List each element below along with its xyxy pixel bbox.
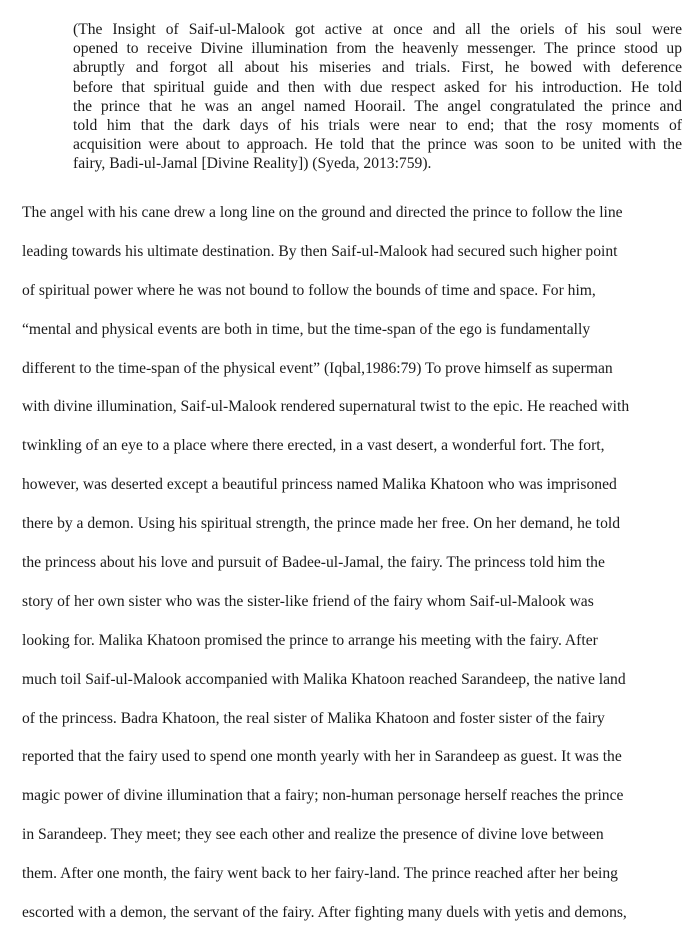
quote-line: before that spiritual guide and then with due respect asked for his introduction. He told: [73, 78, 682, 96]
body-line: in Sarandeep. They meet; they see each other and realize the presence of divine love between: [22, 826, 604, 844]
body-line: twinkling of an eye to a place where there erected, in a vast desert, a wonderful fort. The fort,: [22, 437, 605, 455]
body-line: with divine illumination, Saif-ul-Malook rendered supernatural twist to the epic. He reached with: [22, 398, 630, 416]
quote-line: (The Insight of Saif-ul-Malook got active at once and all the oriels of his soul were: [73, 21, 682, 38]
body-line: however, was deserted except a beautiful princess named Malika Khatoon who was imprisoned: [22, 476, 617, 494]
body-line: reported that the fairy used to spend one month yearly with her in Sarandeep as guest. It was the: [22, 748, 622, 766]
block-quote: [73, 20, 682, 174]
body-line: leading towards his ultimate destination. By then Saif-ul-Malook had secured such higher point: [22, 242, 618, 260]
body-paragraph: [22, 194, 684, 933]
body-line: magic power of divine illumination that a fairy; non-human personage herself reaches the prince: [22, 787, 624, 805]
body-line: them. After one month, the fairy went back to her fairy-land. The prince reached after her being: [22, 865, 618, 883]
body-line: story of her own sister who was the sister-like friend of the fairy whom Saif-ul-Malook was: [22, 592, 594, 610]
body-line: the princess about his love and pursuit of Badee-ul-Jamal, the fairy. The princess told him the: [22, 554, 605, 572]
quote-line: abruptly and forgot all about his miseries and trials. First, he bowed with deference: [73, 59, 682, 77]
body-line: there by a demon. Using his spiritual strength, the prince made her free. On her demand, he told: [22, 515, 621, 533]
quote-line: the prince that he was an angel named Hoorail. The angel congratulated the prince and: [73, 97, 682, 115]
quote-line: acquisition were about to approach. He told that the prince was soon to be united with the: [73, 136, 682, 154]
body-line: of spiritual power where he was not bound to follow the bounds of time and space. For him,: [22, 281, 596, 299]
quote-line: fairy, Badi-ul-Jamal [Divine Reality]) (Syeda, 2013:759).: [73, 155, 432, 173]
body-line: much toil Saif-ul-Malook accompanied with Malika Khatoon reached Sarandeep, the native land: [22, 670, 626, 688]
body-line: looking for. Malika Khatoon promised the prince to arrange his meeting with the fairy. After: [22, 631, 598, 649]
quote-line: opened to receive Divine illumination from the heavenly messenger. The prince stood up: [73, 40, 682, 58]
body-line: “mental and physical events are both in time, but the time-span of the ego is fundamentally: [22, 320, 591, 338]
body-line: of the princess. Badra Khatoon, the real sister of Malika Khatoon and foster sister of the fairy: [22, 709, 605, 727]
body-line: escorted with a demon, the servant of the fairy. After fighting many duels with yetis and demons,: [22, 904, 627, 922]
body-line: different to the time-span of the physical event” (Iqbal,1986:79) To prove himself as superman: [22, 359, 613, 377]
body-line: The angel with his cane drew a long line on the ground and directed the prince to follow the line: [22, 204, 623, 221]
quote-line: told him that the dark days of his trials were near to end; that the rosy moments of: [73, 116, 682, 134]
